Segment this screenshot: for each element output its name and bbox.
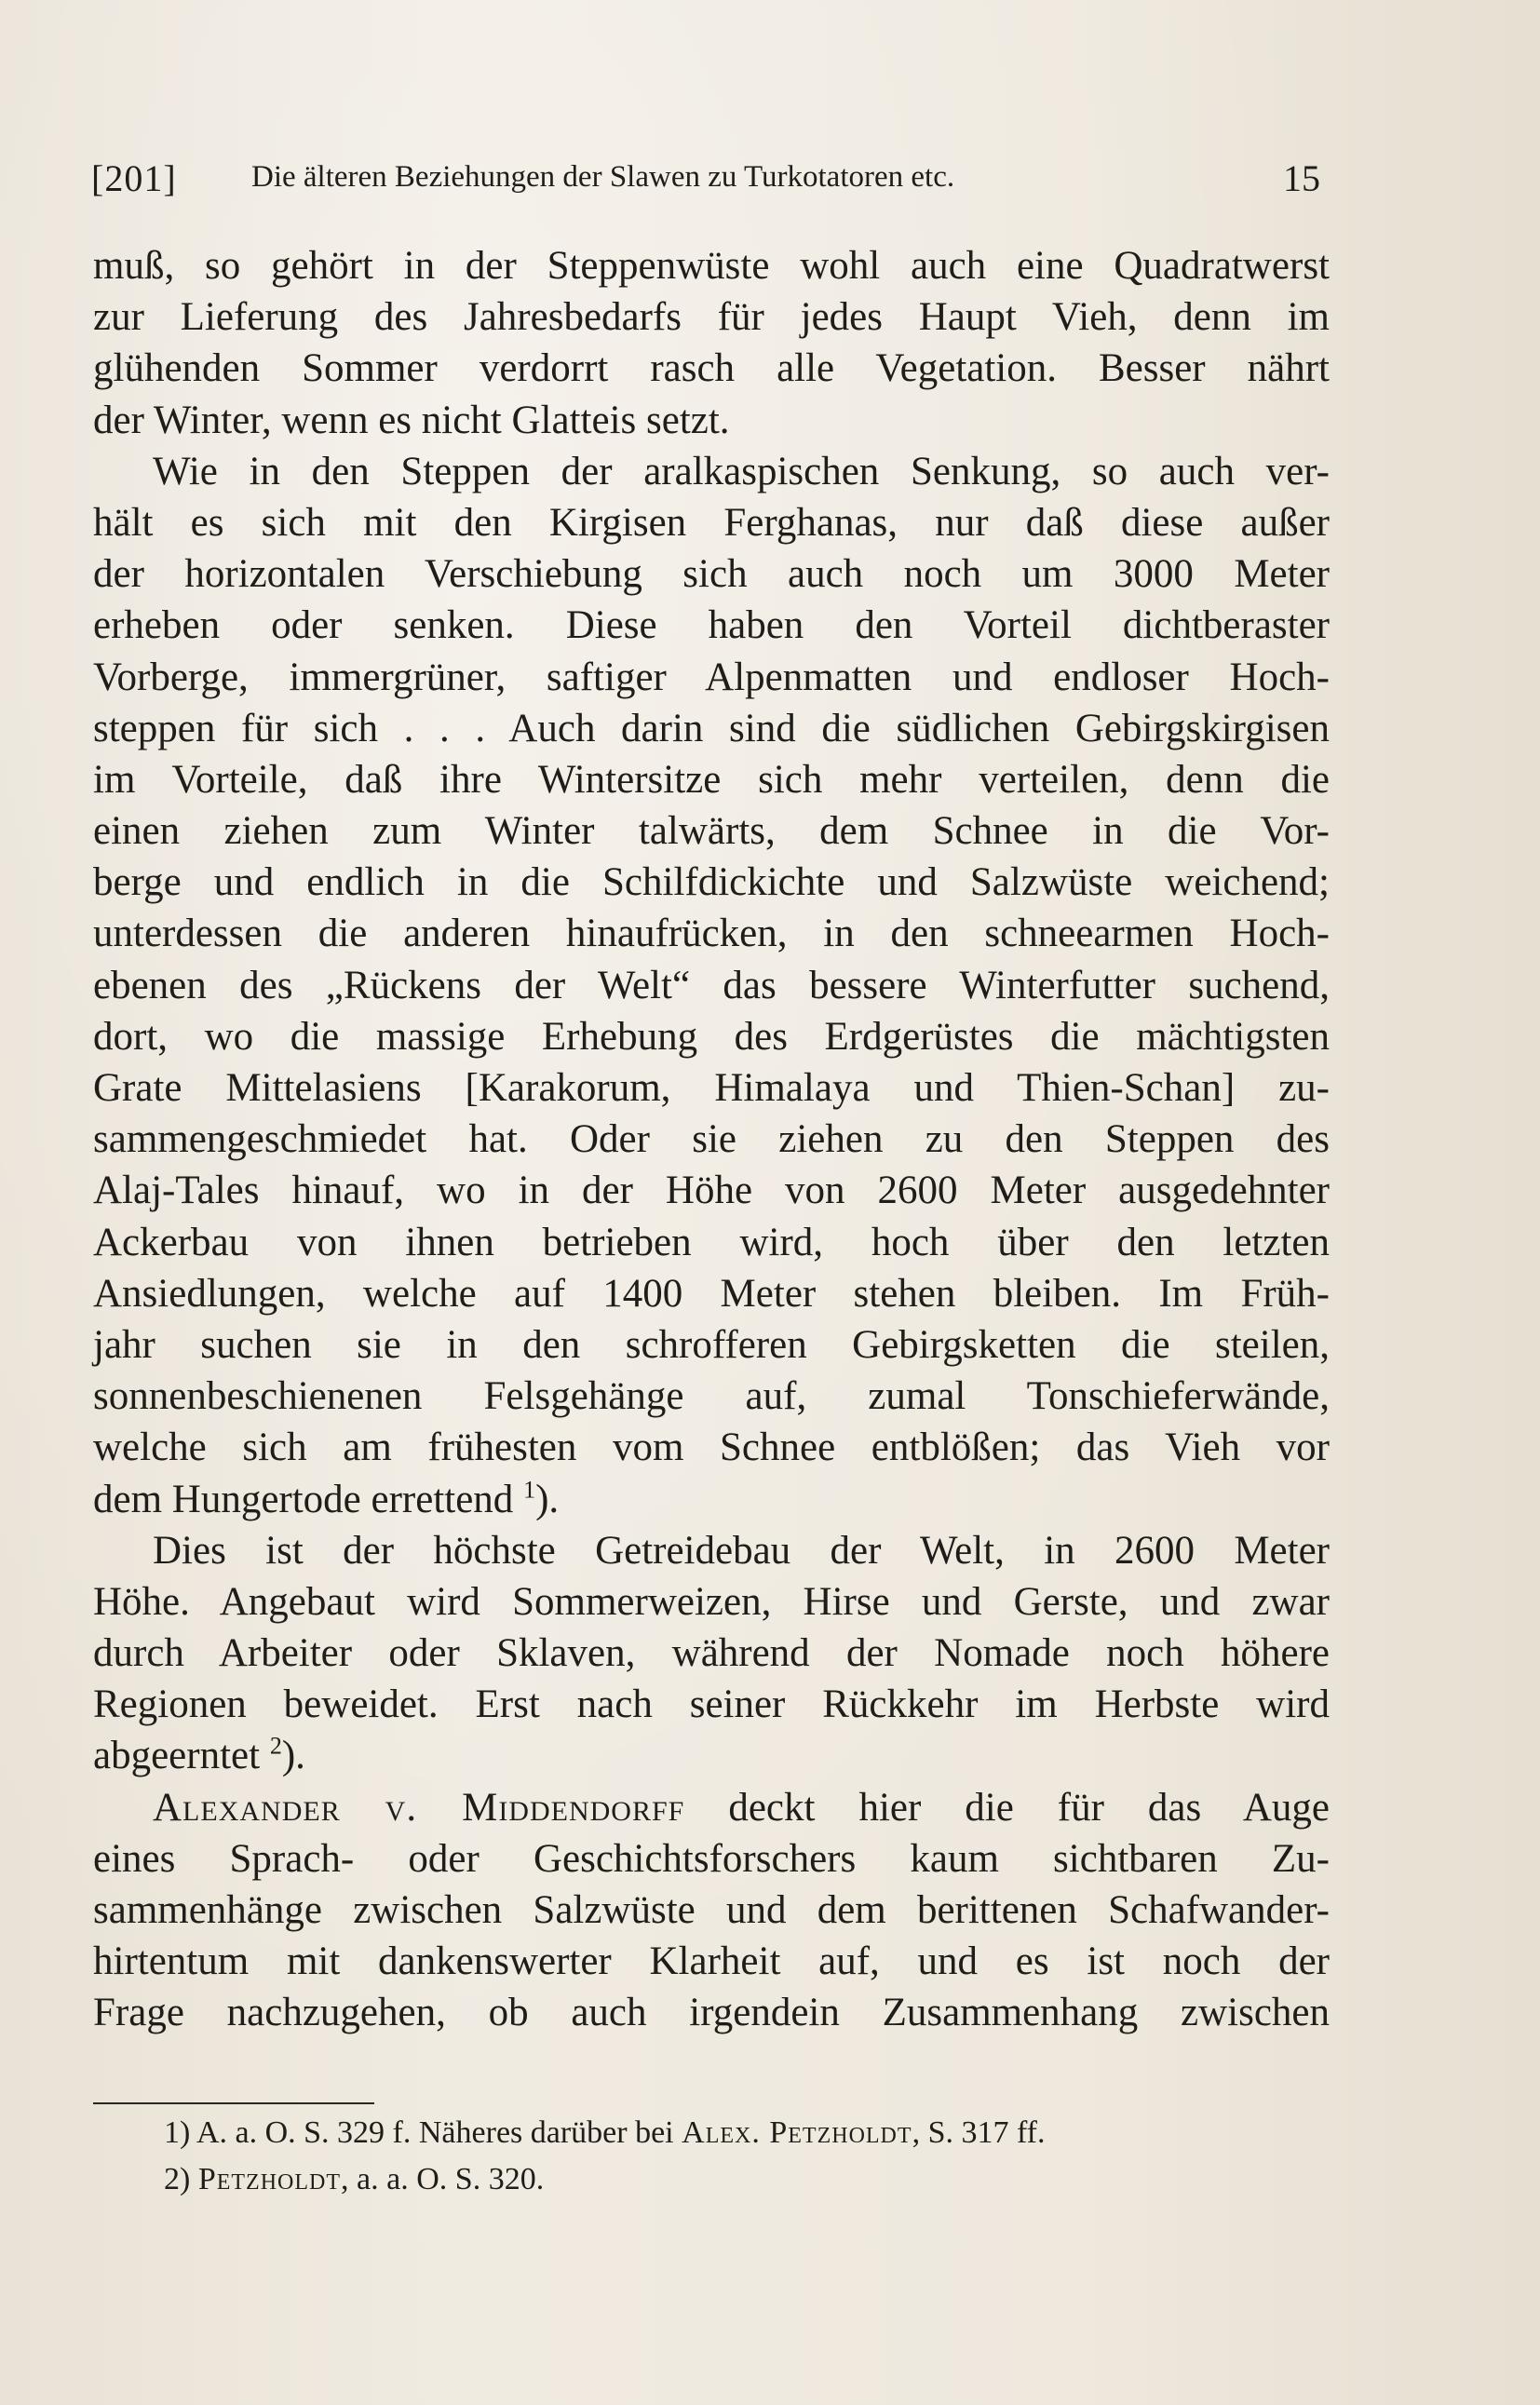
- text-line: der Winter, wenn es nicht Glatteis setzt.: [93, 398, 730, 442]
- text-line: [93, 1730, 1330, 1781]
- footnote-text: , a. a. O. S. 320.: [341, 2162, 545, 2196]
- footnote-marker: 2): [164, 2162, 191, 2196]
- text-line: Frage nachzugehen, ob auch irgendein Zusammenhang zwischen: [93, 1991, 1330, 2035]
- text-line: berge und endlich in die Schilfdickichte und Salzwüste weichend;: [93, 860, 1330, 905]
- paragraph-3: [93, 1525, 1330, 1782]
- body-text: [93, 240, 1330, 2039]
- text-line: zur Lieferung des Jahresbedarfs für jedes Haupt Vieh, denn im: [93, 295, 1330, 340]
- author-name: Petzholdt: [197, 2162, 342, 2196]
- text-fragment: ).: [535, 1477, 560, 1521]
- text-fragment: abgeerntet: [93, 1734, 261, 1778]
- page-number: 15: [1283, 157, 1320, 199]
- text-line: steppen für sich . . . Auch darin sind die südlichen Gebirgskirgisen: [93, 706, 1330, 750]
- text-line: sammengeschmiedet hat. Oder sie ziehen zu den Steppen des: [93, 1117, 1330, 1162]
- author-name: Alex. Petzholdt: [682, 2115, 912, 2150]
- text-line: Ansiedlungen, welche auf 1400 Meter stehen bleiben. Im Früh-: [93, 1271, 1330, 1316]
- text-line: hält es sich mit den Kirgisen Ferghanas, nur daß diese außer: [93, 500, 1330, 545]
- text-line: Alaj-Tales hinauf, wo in der Höhe von 2600 Meter ausgedehnter: [93, 1169, 1330, 1213]
- text-line: hirtentum mit dankenswerter Klarheit auf, und es ist noch der: [93, 1939, 1330, 1984]
- text-line: jahr suchen sie in den schrofferen Gebirgsketten die steilen,: [93, 1322, 1330, 1367]
- footnotes: [164, 2110, 1328, 2203]
- text-line: Grate Mittelasiens [Karakorum, Himalaya und Thien-Schan] zu-: [93, 1066, 1330, 1110]
- text-line: Dies ist der höchste Getreidebau der Welt, in 2600 Meter: [153, 1528, 1330, 1573]
- text-line: ebenen des „Rückens der Welt“ das bessere Winterfutter suchend,: [93, 963, 1330, 1007]
- footnote-text: A. a. O. S. 329 f. Näheres darüber bei: [196, 2115, 674, 2150]
- footnote-marker: 1): [164, 2115, 191, 2150]
- text-line: welche sich am frühesten vom Schnee entblößen; das Vieh vor: [93, 1425, 1330, 1470]
- running-title: Die älteren Beziehungen der Slawen zu Turkotatoren etc.: [251, 160, 955, 194]
- original-page-reference: [201]: [91, 157, 177, 199]
- text-line: Wie in den Steppen der aralkaspischen Senkung, so auch ver-: [153, 449, 1330, 493]
- text-line: unterdessen die anderen hinaufrücken, in den schneearmen Hoch-: [93, 912, 1330, 956]
- text-line: Regionen beweidet. Erst nach seiner Rückkehr im Herbste wird: [93, 1682, 1330, 1727]
- text-line: im Vorteile, daß ihre Wintersitze sich mehr verteilen, denn die: [93, 757, 1330, 802]
- footnote-ref-2[interactable]: 2: [269, 1733, 282, 1761]
- text-line: eines Sprach- oder Geschichtsforschers kaum sichtbaren Zu-: [93, 1836, 1330, 1881]
- text-fragment: dem Hungertode errettend: [93, 1477, 514, 1521]
- text-line: durch Arbeiter oder Sklaven, während der Nomade noch höhere: [93, 1631, 1330, 1676]
- text-line: muß, so gehört in der Steppenwüste wohl auch eine Quadratwerst: [93, 244, 1330, 288]
- text-line: Höhe. Angebaut wird Sommerweizen, Hirse und Gerste, und zwar: [93, 1579, 1330, 1624]
- paragraph-2: [93, 446, 1330, 1525]
- paragraph-1: [93, 240, 1330, 446]
- text-line: [93, 1474, 1330, 1525]
- footnote-2: [164, 2156, 1328, 2203]
- text-fragment: deckt hier die für das Auge: [728, 1785, 1331, 1830]
- text-line: der horizontalen Verschiebung sich auch noch um 3000 Meter: [93, 552, 1330, 597]
- text-line: sammenhänge zwischen Salzwüste und dem berittenen Schafwander-: [93, 1888, 1330, 1932]
- author-name: Alexander v. Middendorff: [153, 1785, 685, 1830]
- text-fragment: ).: [281, 1734, 305, 1778]
- text-line: sonnenbeschienenen Felsgehänge auf, zumal Tonschieferwände,: [93, 1374, 1330, 1419]
- text-line: einen ziehen zum Winter talwärts, dem Schnee in die Vor-: [93, 809, 1330, 854]
- text-line: Vorberge, immergrüner, saftiger Alpenmatten und endloser Hoch-: [93, 655, 1330, 699]
- footnote-text: , S. 317 ff.: [912, 2115, 1046, 2150]
- footnote-divider: [93, 2102, 374, 2104]
- text-line: dort, wo die massige Erhebung des Erdgerüstes die mächtigsten: [93, 1014, 1330, 1059]
- text-line: glühenden Sommer verdorrt rasch alle Vegetation. Besser nährt: [93, 346, 1330, 391]
- text-line: Ackerbau von ihnen betrieben wird, hoch über den letzten: [93, 1220, 1330, 1264]
- footnote-1: [164, 2110, 1328, 2156]
- footnote-ref-1[interactable]: 1: [523, 1476, 536, 1504]
- paragraph-4: [93, 1782, 1330, 2039]
- running-header: [91, 156, 1320, 205]
- text-line: [93, 1782, 1330, 1833]
- text-line: erheben oder senken. Diese haben den Vorteil dichtberaster: [93, 603, 1330, 648]
